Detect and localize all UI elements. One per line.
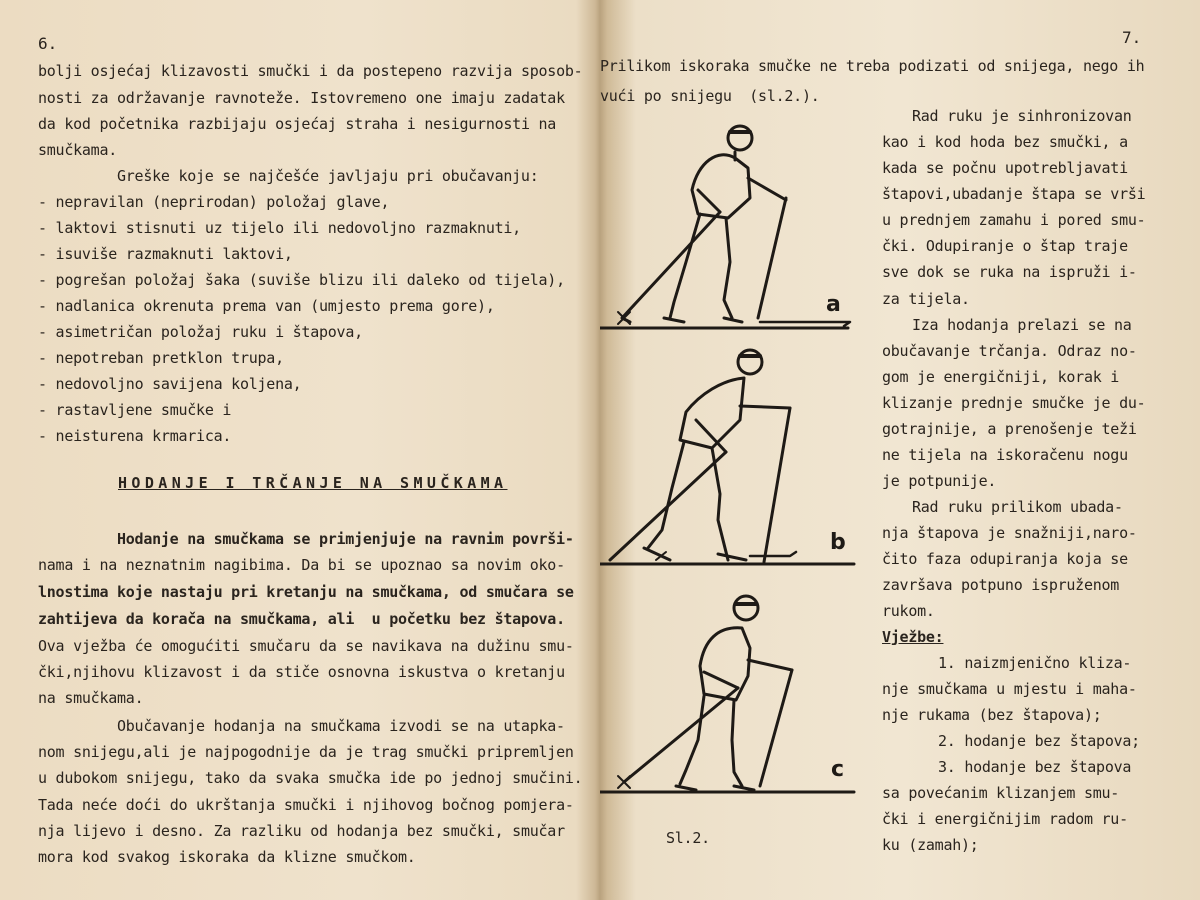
- list-item: - nedovoljno savijena koljena,: [38, 375, 302, 393]
- exercises-heading: Vježbe:: [882, 628, 944, 646]
- figure-label-a: a: [826, 292, 841, 317]
- list-item: - nepotreban pretklon trupa,: [38, 349, 284, 367]
- text-line: čki. Odupiranje o štap traje: [882, 237, 1128, 255]
- text-line: Prilikom iskoraka smučke ne treba podizati od snijega, nego ih: [600, 57, 1145, 75]
- text-line: kada se počnu upotrebljavati: [882, 159, 1128, 177]
- text-line: Tada neće doći do ukrštanja smučki i njihovog bočnog pomjera-: [38, 796, 574, 814]
- text-line: Hodanje na smučkama se primjenjuje na ravnim površi-: [117, 530, 574, 548]
- list-item: - asimetričan položaj ruku i štapova,: [38, 323, 363, 341]
- list-item: - pogrešan položaj šaka (suviše blizu ili daleko od tijela),: [38, 271, 565, 289]
- text-line: je potpunije.: [882, 472, 997, 490]
- text-line: sve dok se ruka na ispruži i-: [882, 263, 1137, 281]
- text-line: ne tijela na iskoračenu nogu: [882, 446, 1128, 464]
- text-line: čki,njihovu klizavost i da stiče osnovna iskustva o kretanju: [38, 663, 565, 681]
- page-number-right: 7.: [1122, 28, 1142, 47]
- text-line: nama i na neznatnim nagibima. Da bi se upoznao sa novim oko-: [38, 556, 565, 574]
- text-line: obučavanje trčanja. Odraz no-: [882, 342, 1137, 360]
- exercise-item: ku (zamah);: [882, 836, 979, 854]
- text-line: gotrajnije, a prenošenje teži: [882, 420, 1137, 438]
- figure-label-c: c: [831, 757, 845, 782]
- figure-label-b: b: [830, 530, 846, 555]
- text-line: na smučkama.: [38, 689, 144, 707]
- text-line: bolji osjećaj klizavosti smučki i da postepeno razvija sposob-: [38, 62, 583, 80]
- text-line: Rad ruku prilikom ubada-: [912, 498, 1123, 516]
- exercise-item: 1. naizmjenično kliza-: [938, 654, 1132, 672]
- text-line: Greške koje se najčešće javljaju pri obučavanju:: [117, 167, 539, 185]
- exercise-item: čki i energičnijim radom ru-: [882, 810, 1128, 828]
- text-line: Rad ruku je sinhronizovan: [912, 107, 1132, 125]
- list-item: - rastavljene smučke i: [38, 401, 232, 419]
- text-line: gom je energičniji, korak i: [882, 368, 1120, 386]
- left-page: [0, 0, 596, 900]
- right-page: [600, 0, 1200, 900]
- exercise-item: 3. hodanje bez štapova: [938, 758, 1132, 776]
- skier-a: [600, 126, 850, 328]
- text-line: Obučavanje hodanja na smučkama izvodi se na utapka-: [117, 717, 565, 735]
- exercise-item: nje smučkama u mjestu i maha-: [882, 680, 1137, 698]
- text-line: mora kod svakog iskoraka da klizne smučkom.: [38, 848, 416, 866]
- page-number-left: 6.: [38, 34, 58, 53]
- text-line: vući po snijegu (sl.2.).: [600, 87, 820, 105]
- skier-c: [600, 596, 854, 792]
- list-item: - nadlanica okrenuta prema van (umjesto prema gore),: [38, 297, 495, 315]
- text-line: čito faza odupiranja koja se: [882, 550, 1128, 568]
- text-line: završava potpuno ispruženom: [882, 576, 1120, 594]
- text-line: za tijela.: [882, 290, 970, 308]
- text-line: klizanje prednje smučke je du-: [882, 394, 1146, 412]
- text-line: nosti za održavanje ravnoteže. Istovremeno one imaju zadatak: [38, 89, 565, 107]
- text-line: kao i kod hoda bez smučki, a: [882, 133, 1128, 151]
- text-line: lnostima koje nastaju pri kretanju na smučkama, od smučara se: [38, 583, 574, 601]
- list-item: - laktovi stisnuti uz tijelo ili nedovoljno razmaknuti,: [38, 219, 521, 237]
- text-line: u prednjem zamahu i pored smu-: [882, 211, 1146, 229]
- section-heading: HODANJE I TRČANJE NA SMUČKAMA: [118, 474, 508, 492]
- exercise-item: nje rukama (bez štapova);: [882, 706, 1102, 724]
- exercise-item: sa povećanim klizanjem smu-: [882, 784, 1120, 802]
- text-line: u dubokom snijegu, tako da svaka smučka ide po jednoj smučini.: [38, 769, 583, 787]
- list-item: - nepravilan (neprirodan) položaj glave,: [38, 193, 390, 211]
- text-line: Ova vježba će omogućiti smučaru da se navikava na dužinu smu-: [38, 637, 574, 655]
- text-line: nom snijegu,ali je najpogodnije da je trag smučki pripremljen: [38, 743, 574, 761]
- list-item: - isuviše razmaknuti laktovi,: [38, 245, 293, 263]
- text-line: rukom.: [882, 602, 935, 620]
- text-line: štapovi,ubadanje štapa se vrši: [882, 185, 1146, 203]
- text-line: nja štapova je snažniji,naro-: [882, 524, 1137, 542]
- text-line: Iza hodanja prelazi se na: [912, 316, 1132, 334]
- exercise-item: 2. hodanje bez štapova;: [938, 732, 1140, 750]
- text-line: smučkama.: [38, 141, 118, 159]
- text-line: da kod početnika razbijaju osjećaj straha i nesigurnosti na: [38, 115, 557, 133]
- list-item: - neisturena krmarica.: [38, 427, 232, 445]
- text-line: zahtijeva da korača na smučkama, ali u početku bez štapova.: [38, 610, 565, 628]
- text-line: nja lijevo i desno. Za razliku od hodanja bez smučki, smučar: [38, 822, 565, 840]
- skier-b: [600, 350, 854, 564]
- figure-caption: Sl.2.: [666, 829, 710, 847]
